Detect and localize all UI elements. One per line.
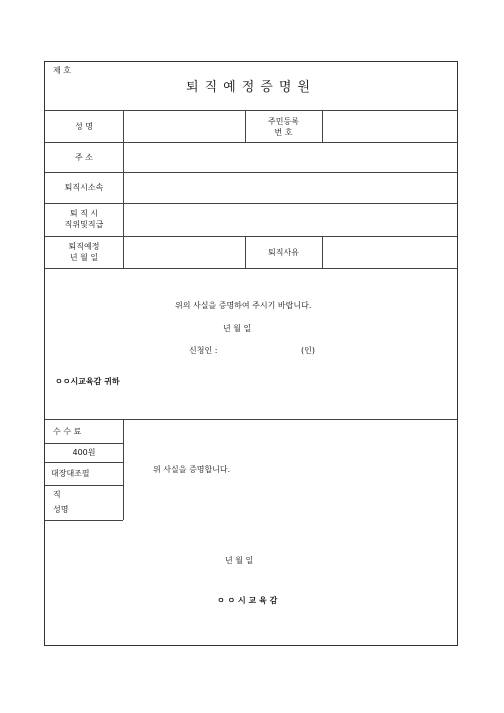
form-title: 퇴직예정증명원: [186, 80, 316, 95]
column-divider: [123, 110, 124, 268]
fee-amount: 400원: [72, 448, 96, 457]
applicant-seal: (인): [301, 346, 315, 355]
reason-label: 퇴직사유: [268, 248, 299, 257]
applicant-label: 신청인 :: [189, 346, 218, 355]
resident-no-label-line2: 번 호: [274, 128, 293, 137]
fee-box-right: [123, 419, 124, 520]
ledger-label: 대장대조필: [51, 469, 90, 478]
column-divider: [322, 236, 323, 268]
divider: [45, 419, 457, 420]
divider: [45, 142, 457, 143]
doc-number-label: 제 호: [53, 66, 71, 75]
divider: [45, 268, 457, 269]
affiliation-label: 퇴직시소속: [64, 183, 104, 192]
fee-divider: [45, 443, 123, 444]
addressee: ㅇㅇ시교육감 귀하: [55, 377, 120, 386]
date-label-line1: 퇴직예정: [68, 242, 100, 251]
request-date: 년 월 일: [223, 324, 252, 333]
certificate-form: [44, 61, 458, 646]
position-label-line2: 직위및직급: [64, 220, 104, 229]
divider: [45, 110, 457, 111]
fee-divider: [45, 462, 123, 463]
divider: [45, 172, 457, 173]
certification-statement: 위 사실을 증명합니다.: [153, 465, 231, 474]
name-label: 성 명: [75, 122, 93, 131]
official-name-label: 성명: [53, 505, 69, 514]
date-label-line2: 년 월 일: [69, 253, 99, 262]
divider: [45, 203, 457, 204]
request-statement: 위의 사실을 증명하여 주시기 바랍니다.: [175, 301, 312, 310]
certification-date: 년 월 일: [225, 556, 254, 565]
fee-label: 수 수 료: [53, 427, 82, 436]
issuer: ㅇ ㅇ 시 교 육 감: [217, 596, 278, 605]
position-label-line1: 퇴 직 시: [69, 209, 99, 218]
resident-no-label-line1: 주민등록: [268, 117, 299, 126]
column-divider: [322, 110, 323, 142]
rank-label: 직: [53, 490, 61, 499]
fee-divider: [45, 520, 123, 521]
fee-divider: [45, 485, 123, 486]
address-label: 주 소: [75, 153, 93, 162]
divider: [45, 236, 457, 237]
